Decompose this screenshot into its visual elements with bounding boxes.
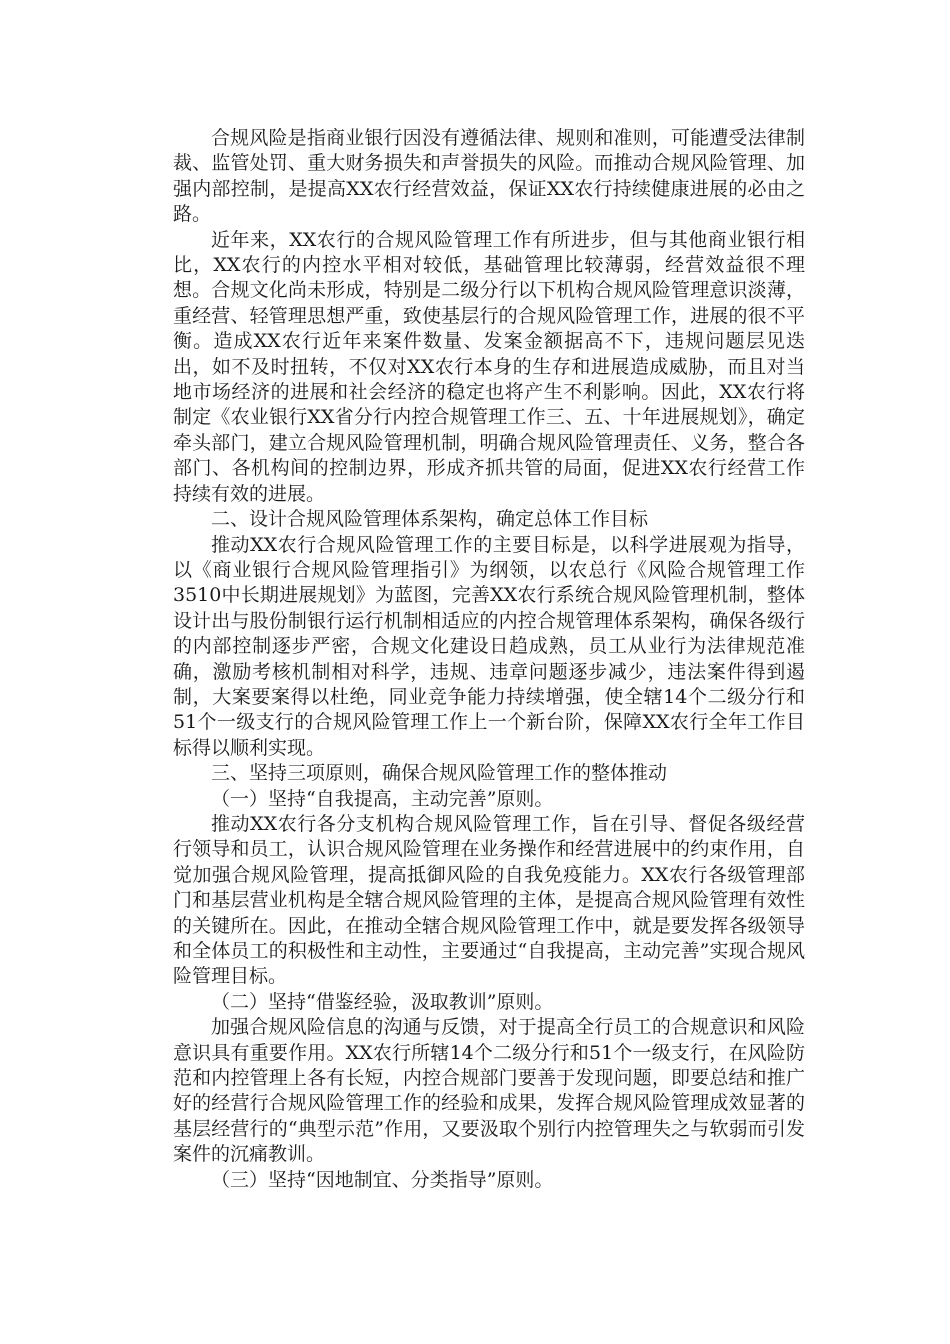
document-body xyxy=(173,126,805,1193)
subheading-principle-1: （一）坚持“自我提高，主动完善”原则。 xyxy=(211,787,554,810)
paragraph-recent-years: 近年来，XX农行的合规风险管理工作有所进步，但与其他商业银行相比，XX农行的内控水平相对较低，基础管理比较薄弱，经营效益很不理想。合规文化尚未形成，特别是二级分行以下机构合规风险管理意识淡薄，重经营、轻管理思想严重，致使基层行的合规风险管理工作，进展的很不平衡。造成XX农行近年来案件数量、发案金额据高不下，违规问题层见迭出，如不及时扭转，不仅对XX农行本身的生存和进展造成威胁，而且对当地市场经济的进展和社会经济的稳定也将产生不利影响。因此，XX农行将制定《农业银行XX省分行内控合规管理工作三、五、十年进展规划》，确定牵头部门，建立合规风险管理机制，明确合规风险管理责任、义务，整合各部门、各机构间的控制边界，形成齐抓共管的局面，促进XX农行经营工作持续有效的进展。 xyxy=(173,228,805,505)
paragraph-principle-2: 加强合规风险信息的沟通与反馈，对于提高全行员工的合规意识和风险意识具有重要作用。XX农行所辖14个二级分行和51个一级支行，在风险防范和内控管理上各有长短，内控合规部门要善于发现问题，即要总结和推广好的经营行合规风险管理工作的经验和成果，发挥合规风险管理成效显著的基层经营行的“典型示范”作用，又要汲取个别行内控管理失之与软弱而引发案件的沉痛教训。 xyxy=(173,1016,805,1166)
paragraph-main-goals: 推动XX农行合规风险管理工作的主要目标是，以科学进展观为指导，以《商业银行合规风险管理指引》为纲领，以农总行《风险合规管理工作3510中长期进展规划》为蓝图，完善XX农行系统合规风险管理机制，整体设计出与股份制银行运行机制相适应的内控合规管理体系架构，确保各级行的内部控制逐步严密，合规文化建设日趋成熟，员工从业行为法律规范准确，激励考核机制相对科学，违规、违章问题逐步减少，违法案件得到遏制，大案要案得以杜绝，同业竞争能力持续增强，使全辖14个二级分行和51个一级支行的合规风险管理工作上一个新台阶，保障XX农行全年工作目标得以顺利实现。 xyxy=(173,533,805,759)
section-heading-2: 二、设计合规风险管理体系架构，确定总体工作目标 xyxy=(211,508,649,531)
subheading-principle-3: （三）坚持“因地制宜、分类指导”原则。 xyxy=(211,1168,554,1191)
paragraph-principle-1: 推动XX农行各分支机构合规风险管理工作，旨在引导、督促各级经营行领导和员工，认识合规风险管理在业务操作和经营进展中的约束作用，自觉加强合规风险管理，提高抵御风险的自我免疫能力。XX农行各级管理部门和基层营业机构是全辖合规风险管理的主体，是提高合规风险管理有效性的关键所在。因此，在推动全辖合规风险管理工作中，就是要发挥各级领导和全体员工的积极性和主动性，主要通过“自我提高，主动完善”实现合规风险管理目标。 xyxy=(173,812,805,988)
section-heading-3: 三、坚持三项原则，确保合规风险管理工作的整体推动 xyxy=(211,762,668,785)
paragraph-compliance-risk-definition: 合规风险是指商业银行因没有遵循法律、规则和准则，可能遭受法律制裁、监管处罚、重大财务损失和声誉损失的风险。而推动合规风险管理、加强内部控制，是提高XX农行经营效益，保证XX农行持续健康进展的必由之路。 xyxy=(173,127,805,226)
subheading-principle-2: （二）坚持“借鉴经验，汲取教训”原则。 xyxy=(211,990,554,1013)
